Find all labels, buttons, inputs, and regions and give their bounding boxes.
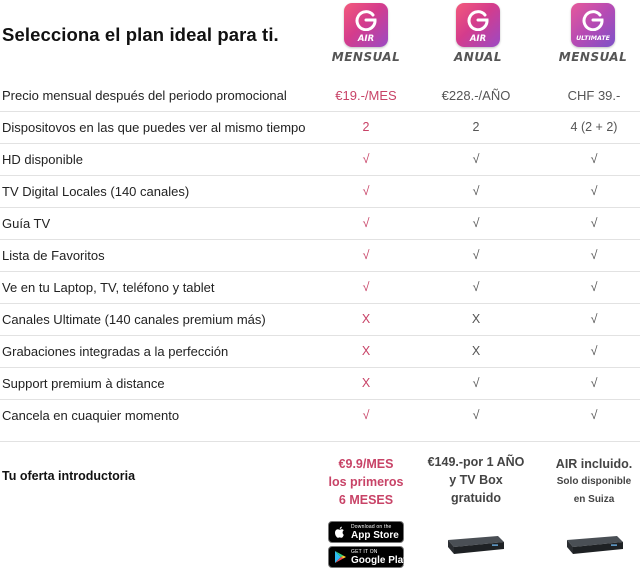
offer-plan-air-anual: [420, 453, 532, 507]
table-row: [0, 208, 640, 240]
badge-big-text: App Store: [351, 530, 399, 541]
check-cell: √: [472, 280, 480, 294]
page-title: Selecciona el plan ideal para ti.: [2, 24, 279, 45]
plan-header-air-anual: [428, 3, 528, 64]
tv-box-icon: [563, 530, 625, 558]
offer-line: los primeros: [328, 475, 404, 489]
check-cell: √: [472, 184, 480, 198]
check-cell: √: [472, 376, 480, 390]
price-cell: €228.-/AÑO: [441, 88, 511, 103]
check-cell: √: [362, 280, 370, 294]
value-cell: 4 (2 + 2): [570, 120, 618, 134]
plan-header-ultimate-mensual: [543, 3, 640, 64]
check-cell: √: [590, 344, 598, 358]
offer-row: [0, 443, 640, 575]
cross-cell: X: [471, 344, 481, 358]
cross-cell: X: [471, 312, 481, 326]
check-cell: √: [362, 248, 370, 262]
row-label: Dispositovos en las que puedes ver al mismo tiempo: [2, 120, 306, 135]
check-cell: √: [590, 376, 598, 390]
table-row: [0, 176, 640, 208]
check-cell: √: [472, 408, 480, 422]
table-row: [0, 336, 640, 368]
offer-line: AIR incluido.: [555, 457, 633, 471]
table-row: [0, 272, 640, 304]
g-logo-icon: [571, 3, 615, 47]
row-label: Ve en tu Laptop, TV, teléfono y tablet: [2, 280, 215, 295]
google-play-icon: [333, 550, 347, 564]
cross-cell: X: [361, 312, 371, 326]
offer-line: Solo disponible: [556, 476, 632, 487]
badge-small-text: Download on the: [351, 524, 392, 530]
price-cell: €19.-/MES: [335, 88, 397, 103]
table-row: [0, 368, 640, 400]
check-cell: √: [590, 408, 598, 422]
plan-header-air-mensual: [316, 3, 416, 64]
row-label: HD disponible: [2, 152, 83, 167]
check-cell: √: [590, 280, 598, 294]
value-cell: 2: [362, 120, 370, 134]
check-cell: √: [362, 216, 370, 230]
plan-name: MENSUAL: [558, 50, 628, 64]
check-cell: √: [472, 248, 480, 262]
table-row: [0, 80, 640, 112]
offer-line: gratuido: [451, 491, 501, 505]
table-row: [0, 400, 640, 442]
check-cell: √: [362, 408, 370, 422]
offer-plan-air-mensual: [318, 455, 414, 509]
price-cell: CHF 39.-: [567, 88, 621, 103]
tv-box-icon: [444, 530, 506, 558]
check-cell: √: [590, 184, 598, 198]
badge-big-text: Google Play: [351, 555, 409, 566]
row-label: Grabaciones integradas a la perfección: [2, 344, 229, 359]
table-row: [0, 112, 640, 144]
row-label: TV Digital Locales (140 canales): [2, 184, 190, 199]
row-label: Guía TV: [2, 216, 51, 231]
cross-cell: X: [361, 376, 371, 390]
row-label: Canales Ultimate (140 canales premium más): [2, 312, 266, 327]
table-row: [0, 240, 640, 272]
google-play-badge[interactable]: [328, 546, 409, 568]
offer-line: €149.-por 1 AÑO: [427, 455, 525, 469]
check-cell: √: [362, 152, 370, 166]
check-cell: √: [590, 152, 598, 166]
value-cell: 2: [472, 120, 480, 134]
g-logo-icon: [344, 3, 388, 47]
logo-tag: AIR: [357, 34, 375, 44]
apple-icon: [333, 525, 347, 539]
offer-plan-ultimate: [548, 455, 640, 509]
row-label: Lista de Favoritos: [2, 248, 105, 263]
cross-cell: X: [361, 344, 371, 358]
check-cell: √: [472, 152, 480, 166]
row-label: Support premium à distance: [2, 376, 165, 391]
check-cell: √: [590, 248, 598, 262]
table-row: [0, 304, 640, 336]
table-row: [0, 144, 640, 176]
row-label: Precio mensual después del periodo promocional: [2, 88, 287, 103]
check-cell: √: [472, 216, 480, 230]
offer-label: Tu oferta introductoria: [2, 469, 136, 483]
offer-line: €9.9/MES: [338, 457, 394, 471]
check-cell: √: [590, 216, 598, 230]
row-label: Cancela en cuaquier momento: [2, 408, 180, 423]
logo-tag: ULTIMATE: [576, 35, 610, 42]
logo-tag: AIR: [469, 34, 487, 44]
offer-line: y TV Box: [449, 473, 503, 487]
badge-small-text: GET IT ON: [351, 549, 378, 555]
plan-name: MENSUAL: [331, 50, 401, 64]
offer-line: 6 MESES: [338, 493, 394, 507]
app-store-badge[interactable]: [328, 521, 404, 543]
offer-line: en Suiza: [573, 494, 615, 505]
g-logo-icon: [456, 3, 500, 47]
check-cell: √: [590, 312, 598, 326]
plan-name: ANUAL: [454, 50, 502, 64]
check-cell: √: [362, 184, 370, 198]
